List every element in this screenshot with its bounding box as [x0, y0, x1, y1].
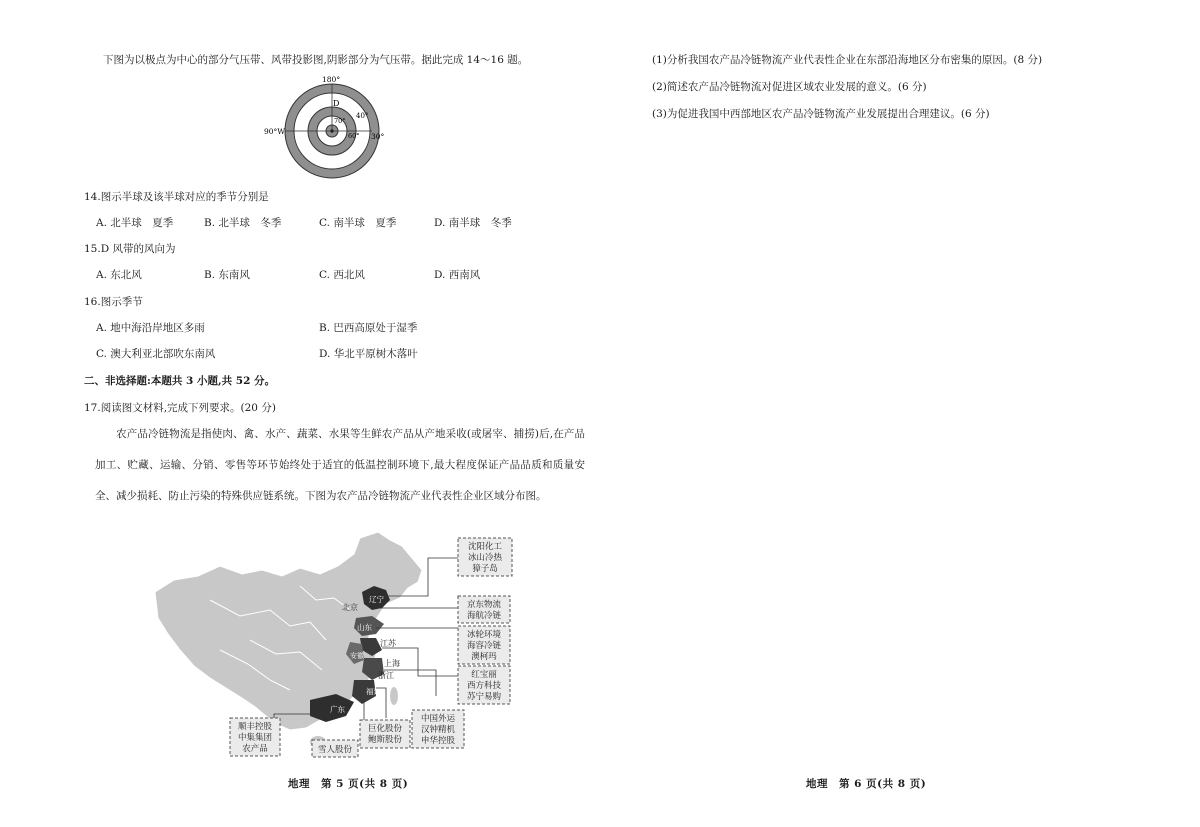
q14-option-a: A. 北半球 夏季: [96, 217, 174, 229]
q15-stem: 15.D 风带的风向为: [84, 243, 176, 255]
svg-text:中集集团: 中集集团: [237, 733, 273, 743]
svg-text:冰轮环境: 冰轮环境: [466, 630, 502, 640]
svg-text:京东物流: 京东物流: [466, 600, 502, 610]
china-mainland: [155, 532, 422, 730]
q17-passage-text: 农产品冷链物流是指使肉、禽、水产、蔬菜、水果等生鲜农产品从产地采收(或屠宰、捕捞)后,在产品加工、贮藏、运输、分销、零售等环节始终处于适宜的低温控制环境下,最大程度保证产品品质和质量安全、减少损耗、防止污染的特殊供应链系统。下图为农产品冷链物流产业代表性企业区域分布图。: [95, 428, 585, 502]
region-beijing: 北京: [342, 603, 358, 612]
region-shanghai: 上海: [384, 659, 400, 668]
svg-text:鲍斯股份: 鲍斯股份: [367, 735, 403, 745]
company-box-5: [412, 710, 464, 748]
q16-option-c: C. 澳大利亚北部吹东南风: [96, 348, 216, 360]
intro-text: 下图为以极点为中心的部分气压带、风带投影图,阴影部分为气压带。据此完成 14～16 题。: [103, 54, 529, 66]
svg-text:苏宁易购: 苏宁易购: [466, 692, 502, 702]
region-liaoning: 辽宁: [369, 595, 384, 604]
svg-text:汉钟精机: 汉钟精机: [420, 725, 456, 735]
svg-text:西方科技: 西方科技: [466, 681, 502, 691]
q17-part1: (1)分析我国农产品冷链物流产业代表性企业在东部沿海地区分布密集的原因。(8 分): [652, 54, 1043, 66]
page-footer-right: 地理 第 6 页(共 8 页): [806, 778, 927, 790]
company-box-2: [458, 596, 510, 623]
q17-part3: (3)为促进我国中西部地区农产品冷链物流产业发展提出合理建议。(6 分): [652, 108, 990, 120]
company-box-7: [312, 740, 358, 757]
q15-option-a: A. 东北风: [96, 269, 142, 281]
q15-option-d: D. 西南风: [434, 269, 481, 281]
company-box-3: [458, 626, 510, 664]
svg-text:农产品: 农产品: [242, 744, 268, 754]
q14-option-b: B. 北半球 冬季: [204, 217, 282, 229]
svg-text:红宝丽: 红宝丽: [471, 670, 497, 680]
label-70: 70°: [334, 117, 346, 125]
taiwan-island: [390, 687, 398, 705]
q14-stem: 14.图示半球及该半球对应的季节分别是: [84, 191, 269, 203]
section-heading-nonchoice: 二、非选择题:本题共 3 小题,共 52 分。: [84, 375, 276, 387]
svg-text:巨化股份: 巨化股份: [367, 724, 403, 734]
q17-stem: 17.阅读图文材料,完成下列要求。(20 分): [84, 402, 276, 414]
svg-text:沈阳化工: 沈阳化工: [467, 542, 503, 552]
q15-option-c: C. 西北风: [319, 269, 365, 281]
q16-option-a: A. 地中海沿岸地区多雨: [96, 322, 205, 334]
svg-text:中国外运: 中国外运: [420, 714, 456, 724]
q16-option-d: D. 华北平原树木落叶: [319, 348, 418, 360]
q16-option-b: B. 巴西高原处于湿季: [319, 322, 418, 334]
page-footer-left: 地理 第 5 页(共 8 页): [288, 778, 409, 790]
polar-pressure-belt-diagram: [260, 74, 400, 180]
svg-text:澳柯玛: 澳柯玛: [471, 652, 497, 662]
region-fujian: 福建: [366, 687, 381, 696]
region-shandong: 山东: [357, 623, 372, 632]
cold-chain-enterprise-map: [150, 530, 520, 762]
q15-option-b: B. 东南风: [204, 269, 250, 281]
label-d: D: [333, 99, 340, 108]
label-90w: 90°W: [264, 127, 286, 136]
region-jiangsu: 江苏: [380, 639, 396, 648]
svg-text:冰山冷热: 冰山冷热: [467, 553, 503, 563]
svg-text:雪人股份: 雪人股份: [317, 745, 353, 755]
svg-text:顺丰控股: 顺丰控股: [237, 722, 273, 732]
q17-part2: (2)简述农产品冷链物流对促进区域农业发展的意义。(6 分): [652, 81, 927, 93]
label-60: 60°: [348, 132, 360, 140]
label-40: 40°: [356, 112, 369, 120]
svg-text:海航冷链: 海航冷链: [466, 611, 502, 621]
region-anhui: 安徽: [350, 652, 364, 660]
label-30: 30°: [371, 132, 385, 141]
region-zhejiang: 浙江: [378, 671, 394, 680]
svg-text:獐子岛: 獐子岛: [472, 564, 498, 574]
company-box-4: [458, 666, 510, 704]
label-180: 180°: [322, 75, 341, 84]
q14-option-c: C. 南半球 夏季: [319, 217, 397, 229]
q16-stem: 16.图示季节: [84, 296, 143, 308]
company-box-6: [360, 720, 410, 748]
q14-option-d: D. 南半球 冬季: [434, 217, 512, 229]
company-box-1: [458, 538, 512, 576]
svg-text:海容冷链: 海容冷链: [466, 641, 502, 651]
company-box-8: [230, 718, 280, 756]
svg-text:申华控股: 申华控股: [420, 736, 456, 746]
q17-passage: [95, 419, 585, 512]
region-guangdong: 广东: [330, 705, 345, 714]
